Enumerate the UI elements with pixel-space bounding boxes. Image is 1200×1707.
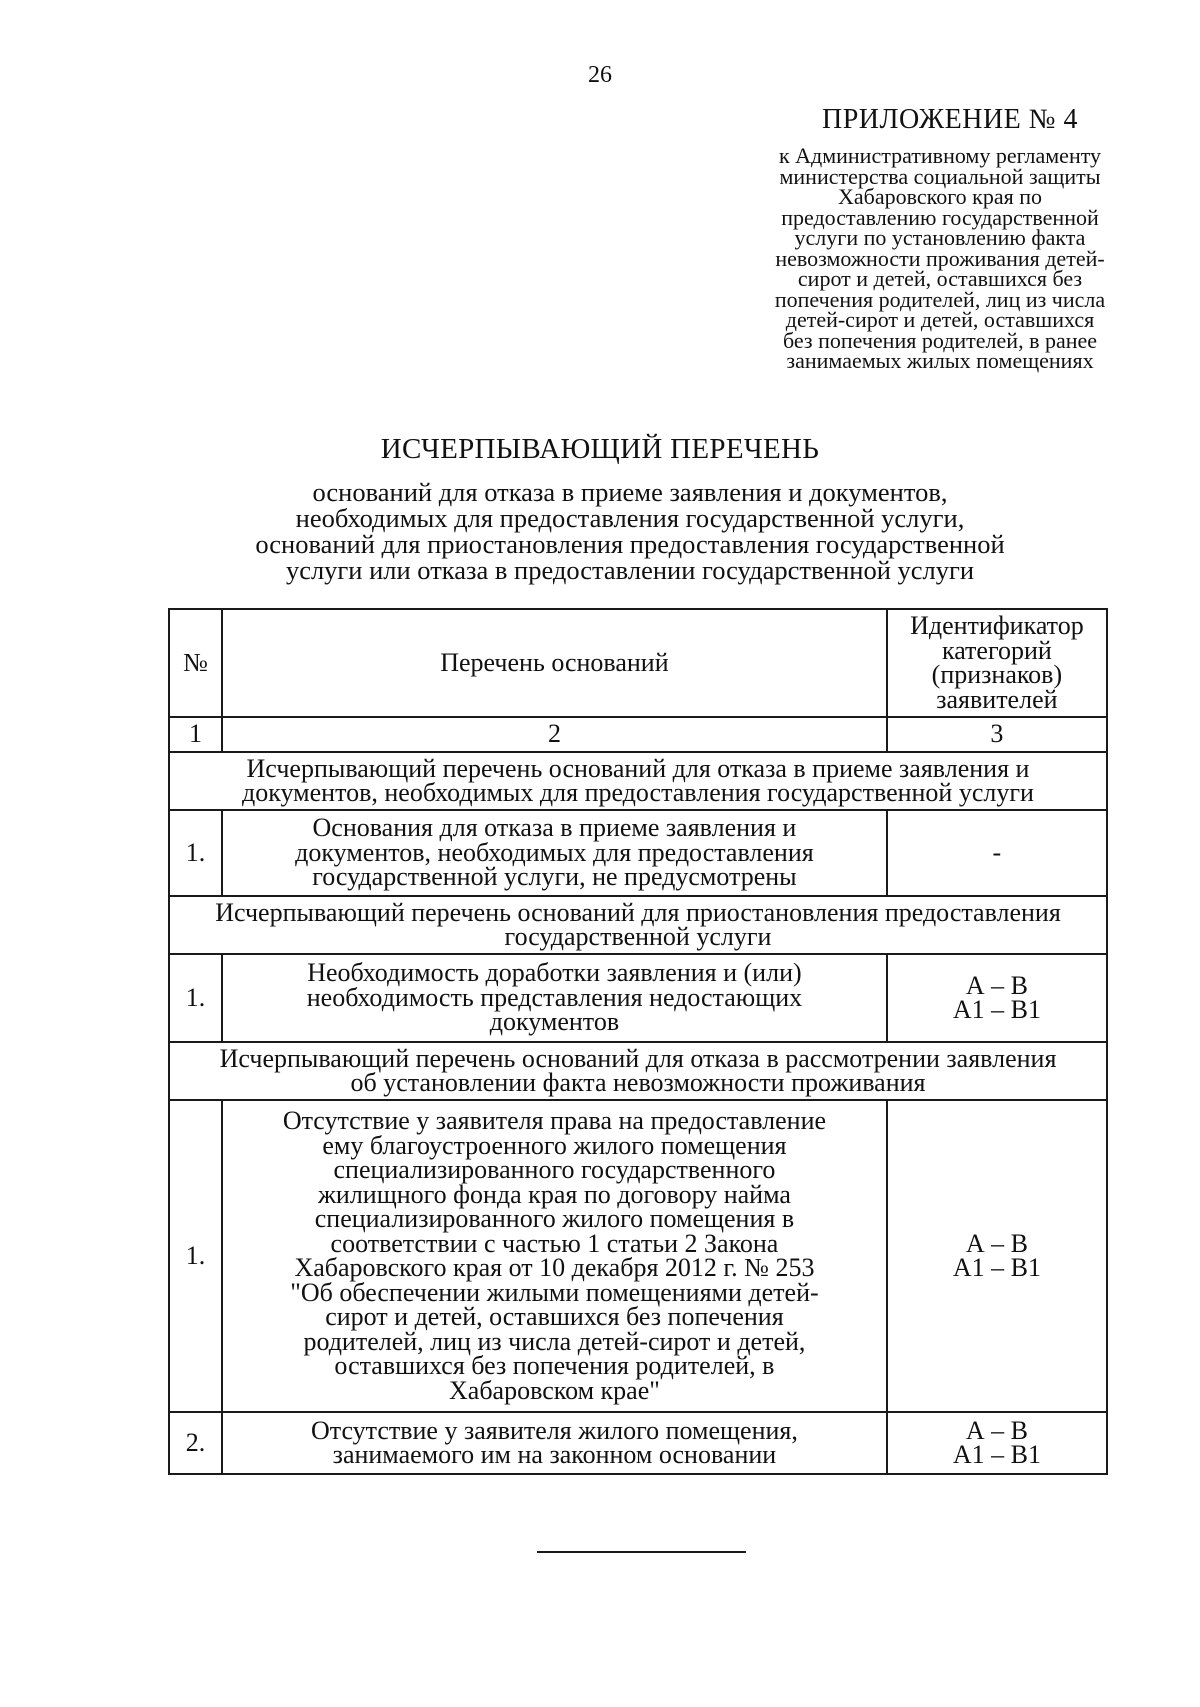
grounds-table	[168, 608, 1108, 1475]
table-row	[169, 810, 1107, 896]
header-identifier	[887, 609, 1107, 717]
section-heading	[169, 896, 1107, 954]
identifier-line: -	[992, 837, 1002, 867]
row-reason	[222, 1100, 887, 1412]
row-identifier	[887, 810, 1107, 896]
header-identifier-line: категорий	[941, 635, 1052, 665]
identifier-line: А – В	[965, 1415, 1028, 1445]
row-identifier	[887, 1412, 1107, 1474]
reason-line: специализированного жилого помещения в	[314, 1204, 795, 1233]
appendix-line: министерства социальной защиты	[779, 163, 1101, 189]
reason-line: "Об обеспечении жилыми помещениями детей-	[290, 1277, 819, 1307]
appendix-line: Хабаровского края по	[837, 184, 1043, 209]
header-num: №	[169, 609, 222, 717]
section-heading-line: об установлении факта невозможности проживания	[350, 1068, 926, 1097]
row-number: 1.	[169, 810, 222, 896]
identifier-line: А – В	[965, 970, 1028, 1000]
row-number: 1.	[169, 954, 222, 1042]
section-heading-line: Исчерпывающий перечень оснований для отказа в рассмотрении заявления	[219, 1043, 1057, 1073]
table-row	[169, 954, 1107, 1042]
section-heading-line: документов, необходимых для предоставления государственной услуги	[242, 778, 1034, 807]
appendix-line: предоставлению государственной	[781, 204, 1099, 230]
end-of-document-rule	[537, 1551, 746, 1553]
section-heading-line: государственной услуги	[504, 922, 772, 951]
reason-line: необходимость представления недостающих	[306, 982, 803, 1012]
section-heading-line: Исчерпывающий перечень оснований для отказа в приеме заявления и	[246, 753, 1030, 783]
document-subtitle	[220, 479, 1040, 583]
table-header-row	[169, 609, 1107, 717]
appendix-line: сирот и детей, оставшихся без	[797, 266, 1083, 291]
column-index: 1	[169, 717, 222, 752]
header-identifier-line: (признаков)	[931, 660, 1063, 689]
header-reasons: Перечень оснований	[222, 609, 887, 717]
subtitle-line: услуги или отказа в предоставлении государственной услуги	[285, 555, 975, 585]
subtitle-line: необходимых для предоставления государственной услуги,	[295, 503, 965, 533]
table-row	[169, 1412, 1107, 1474]
appendix-line: детей-сирот и детей, оставшихся	[785, 307, 1095, 332]
reason-line: ему благоустроенного жилого помещения	[322, 1130, 787, 1160]
subtitle-line: оснований для отказа в приеме заявления и документов,	[312, 477, 948, 507]
reason-line: оставшихся без попечения родителей, в	[334, 1351, 775, 1380]
header-identifier-line: Идентификатор	[910, 611, 1084, 640]
appendix-line: невозможности проживания детей-	[775, 245, 1105, 271]
column-index: 2	[222, 717, 887, 752]
appendix-line: занимаемых жилых помещениях	[786, 348, 1094, 373]
reason-line: Отсутствие у заявителя права на предоставление	[282, 1106, 827, 1135]
reason-line: соответствии с частью 1 статьи 2 Закона	[330, 1228, 779, 1258]
appendix-line: попечения родителей, лиц из числа	[774, 286, 1106, 312]
section-heading-line: Исчерпывающий перечень оснований для приостановления предоставления	[215, 897, 1061, 927]
row-reason	[222, 954, 887, 1042]
column-index-row	[169, 717, 1107, 752]
row-identifier	[887, 1100, 1107, 1412]
reason-line: Отсутствие у заявителя жилого помещения,	[310, 1415, 798, 1445]
table-row	[169, 1100, 1107, 1412]
section-heading-row	[169, 752, 1107, 810]
section-heading-row	[169, 896, 1107, 954]
identifier-line: А1 – В1	[952, 1440, 1041, 1469]
reason-line: Основания для отказа в приеме заявления и	[312, 813, 797, 843]
reason-line: документов	[489, 1007, 620, 1037]
reason-line: Необходимость доработки заявления и (или)	[307, 958, 802, 988]
row-reason	[222, 1412, 887, 1474]
reason-line: государственной услуги, не предусмотрены	[312, 862, 797, 892]
reason-line: специализированного государственного	[333, 1155, 776, 1184]
section-heading	[169, 752, 1107, 810]
reason-line: сирот и детей, оставшихся без попечения	[325, 1302, 784, 1331]
row-reason	[222, 810, 887, 896]
appendix-title: ПРИЛОЖЕНИЕ № 4	[822, 104, 1078, 135]
reason-line: родителей, лиц из числа детей-сирот и детей,	[303, 1326, 806, 1356]
row-identifier	[887, 954, 1107, 1042]
subtitle-line: оснований для приостановления предоставления государственной	[255, 529, 1005, 559]
column-index: 3	[887, 717, 1107, 752]
row-number: 1.	[169, 1100, 222, 1412]
appendix-reference	[740, 143, 1140, 373]
reason-line: Хабаровском крае"	[449, 1375, 660, 1405]
reason-line: документов, необходимых для предоставления	[295, 837, 814, 867]
identifier-line: А – В	[965, 1228, 1028, 1258]
reason-line: занимаемого им на законном основании	[332, 1440, 777, 1469]
header-identifier-line: заявителей	[936, 684, 1058, 714]
section-heading-row	[169, 1042, 1107, 1100]
appendix-line: услуги по установлению факта	[794, 225, 1086, 250]
reason-line: Хабаровского края от 10 декабря 2012 г. № 253	[294, 1253, 815, 1282]
document-title: ИСЧЕРПЫВАЮЩИЙ ПЕРЕЧЕНЬ	[380, 433, 820, 465]
page-number: 26	[588, 62, 612, 88]
identifier-line: А1 – В1	[952, 995, 1041, 1024]
appendix-line: к Административному регламенту	[778, 143, 1102, 168]
row-number: 2.	[169, 1412, 222, 1474]
section-heading	[169, 1042, 1107, 1100]
appendix-line: без попечения родителей, в ранее	[782, 327, 1098, 353]
identifier-line: А1 – В1	[952, 1253, 1041, 1282]
reason-line: жилищного фонда края по договору найма	[317, 1179, 791, 1209]
